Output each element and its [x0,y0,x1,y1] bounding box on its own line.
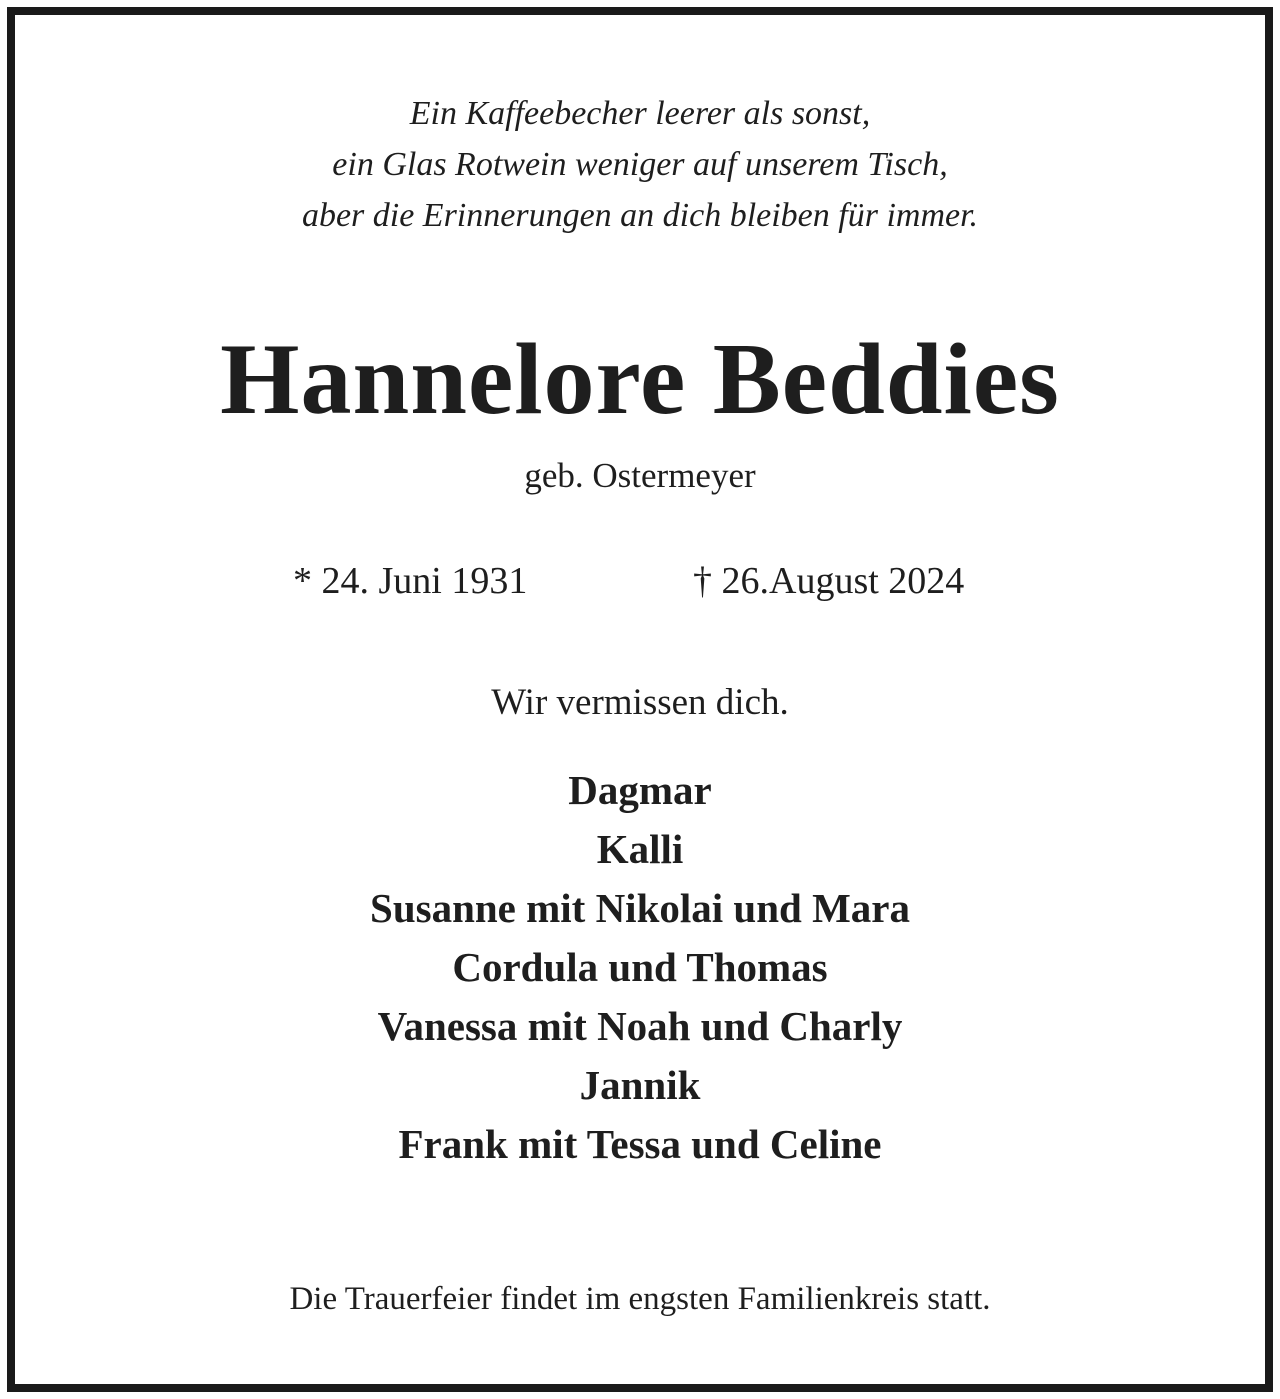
deceased-name: Hannelore Beddies [220,323,1060,436]
mourner-line: Dagmar [568,767,712,813]
mourners-list [15,761,1265,1174]
mourner-line: Frank mit Tessa und Celine [398,1121,882,1167]
mourner-line: Kalli [596,826,684,872]
verse-line: aber die Erinnerungen an dich bleiben für immer. [301,197,979,234]
life-dates [15,556,1265,606]
mourner-line: Jannik [579,1062,701,1108]
mourner-line: Cordula und Thomas [452,944,828,990]
funeral-notice: Die Trauerfeier findet im engsten Familienkreis statt. [289,1281,991,1317]
verse-line: ein Glas Rotwein weniger auf unserem Tisch, [332,146,948,183]
obituary-frame [7,7,1273,1392]
birth-date: * 24. Juni 1931 [293,560,528,602]
verse [15,88,1265,241]
mourner-line: Vanessa mit Noah und Charly [377,1003,903,1049]
mourner-line: Susanne mit Nikolai und Mara [370,885,910,931]
maiden-name: geb. Ostermeyer [524,456,756,495]
death-date: † 26.August 2024 [693,560,965,602]
verse-line: Ein Kaffeebecher leerer als sonst, [409,95,871,132]
message: Wir vermissen dich. [491,682,789,723]
